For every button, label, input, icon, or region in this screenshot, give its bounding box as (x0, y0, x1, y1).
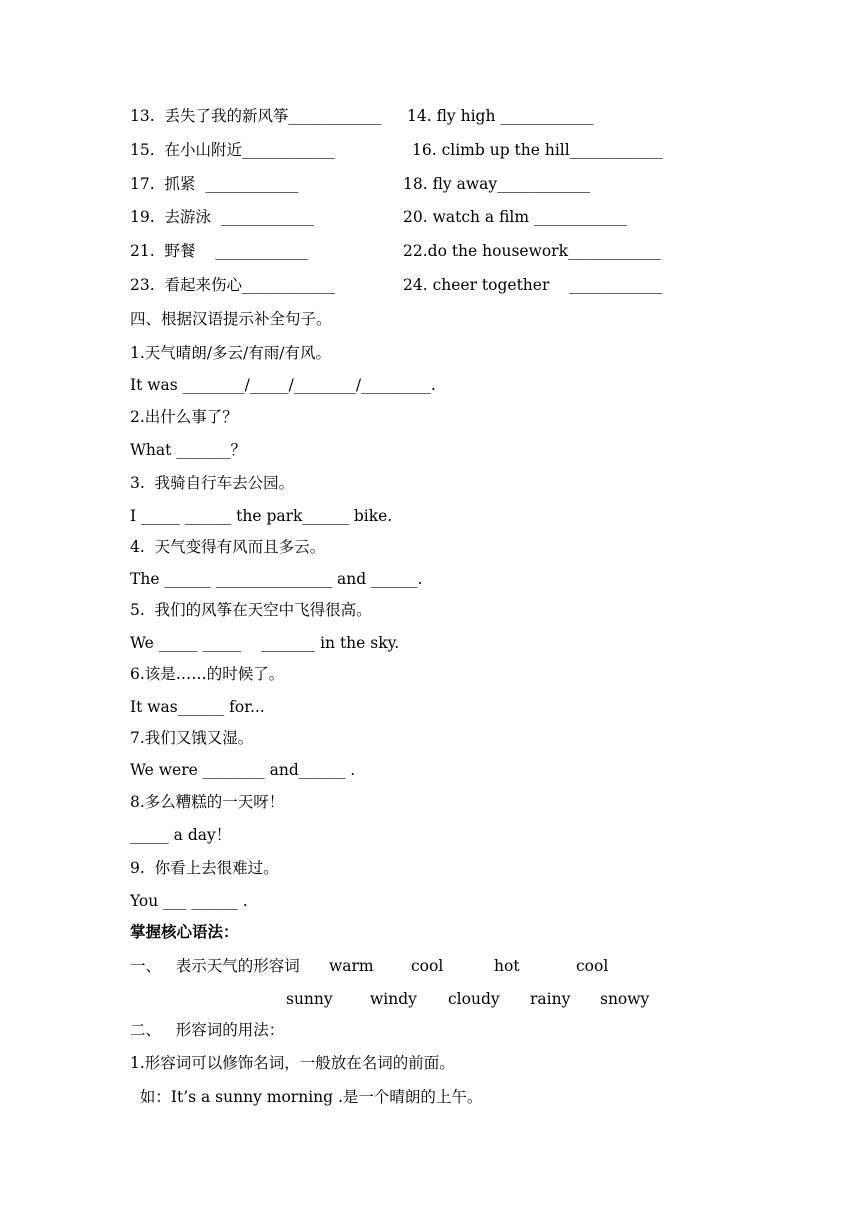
weather-word: cloudy (448, 990, 500, 1008)
weather-word: cool (411, 957, 444, 975)
sentence-9-cn: 9. 你看上去很难过。 (130, 859, 279, 877)
sentence-6-cn: 6.该是……的时候了。 (130, 665, 285, 683)
vocab-item-22: 22.do the housework____________ (403, 242, 661, 260)
vocab-item-21: 21. 野餐 ____________ (130, 242, 309, 260)
section-4-title: 四、根据汉语提示补全句子。 (130, 310, 332, 328)
sentence-4-en: The ______ _______________ and ______. (130, 570, 423, 588)
grammar-1-label: 一、 表示天气的形容词 (130, 957, 300, 975)
weather-word: warm (329, 957, 374, 975)
sentence-3-en: I _____ ______ the park______ bike. (130, 507, 393, 525)
sentence-7-cn: 7.我们又饿又湿。 (130, 729, 254, 747)
vocab-item-24: 24. cheer together ____________ (403, 276, 663, 294)
sentence-7-en: We were ________ and______ . (130, 761, 356, 779)
vocab-item-19: 19. 去游泳 ____________ (130, 208, 314, 226)
sentence-8-cn: 8.多么糟糕的一天呀！ (130, 793, 285, 811)
weather-word: snowy (600, 990, 650, 1008)
weather-word: windy (370, 990, 417, 1008)
sentence-1-cn: 1.天气晴朗/多云/有雨/有风。 (130, 344, 331, 362)
grammar-title: 掌握核心语法： (130, 922, 239, 941)
sentence-2-cn: 2.出什么事了？ (130, 408, 238, 426)
vocab-item-17: 17. 抓紧 ____________ (130, 175, 299, 193)
vocab-item-14: 14. fly high ____________ (407, 107, 594, 125)
grammar-2-label: 二、 形容词的用法： (130, 1021, 285, 1039)
sentence-8-en: _____ a day！ (130, 826, 232, 844)
weather-word: hot (494, 957, 520, 975)
vocab-item-23: 23. 看起来伤心____________ (130, 276, 336, 294)
vocab-item-16: 16. climb up the hill____________ (412, 141, 663, 159)
sentence-9-en: You ___ ______ . (130, 892, 248, 910)
vocab-item-13: 13. 丢失了我的新风筝____________ (130, 107, 382, 125)
weather-word: sunny (286, 990, 333, 1008)
sentence-5-cn: 5. 我们的风筝在天空中飞得很高。 (130, 601, 372, 619)
sentence-2-en: What _______？ (130, 441, 247, 459)
vocab-item-18: 18. fly away____________ (403, 175, 591, 193)
sentence-5-en: We _____ _____ _______ in the sky. (130, 634, 400, 652)
vocab-item-15: 15. 在小山附近____________ (130, 141, 336, 159)
usage-rule-1: 1.形容词可以修饰名词，一般放在名词的前面。 (130, 1054, 455, 1072)
sentence-3-cn: 3. 我骑自行车去公园。 (130, 474, 295, 492)
vocab-item-20: 20. watch a film ____________ (403, 208, 627, 226)
usage-example-1: 如：It’s a sunny morning .是一个晴朗的上午。 (130, 1088, 483, 1106)
sentence-4-cn: 4. 天气变得有风而且多云。 (130, 538, 326, 556)
sentence-6-en: It was______ for... (130, 698, 265, 716)
weather-word: rainy (530, 990, 571, 1008)
weather-word: cool (576, 957, 609, 975)
sentence-1-en: It was ________/_____/________/_________. (130, 376, 436, 394)
